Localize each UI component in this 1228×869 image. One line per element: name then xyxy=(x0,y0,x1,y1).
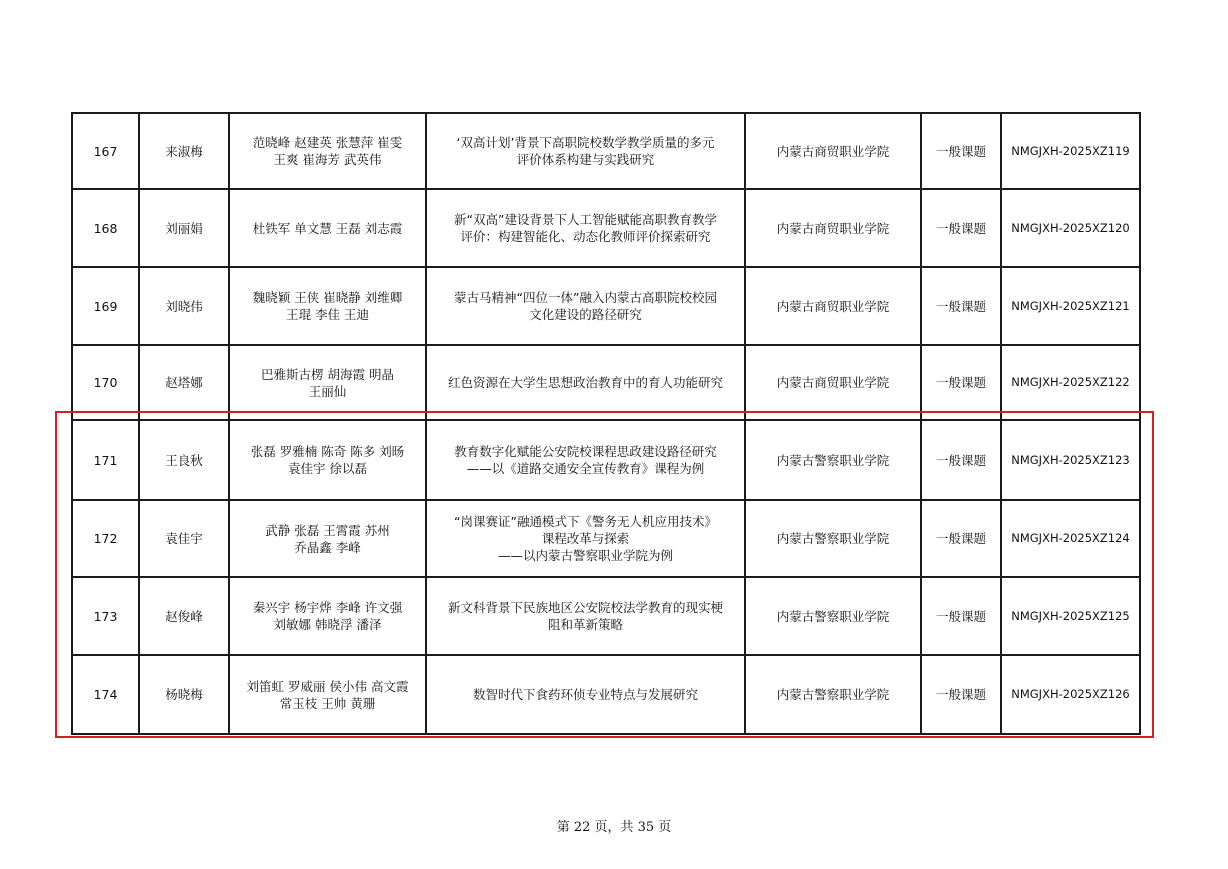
project-title xyxy=(426,500,745,577)
institution: 内蒙古警察职业学院 xyxy=(745,500,921,577)
institution: 内蒙古警察职业学院 xyxy=(745,655,921,734)
institution: 内蒙古警察职业学院 xyxy=(745,577,921,655)
project-leader: 袁佳宇 xyxy=(139,500,229,577)
members-line: 王爽 崔海芳 武英伟 xyxy=(273,152,382,167)
row-number: 168 xyxy=(72,189,139,267)
title-line: 评价：构建智能化、动态化教师评价探索研究 xyxy=(460,229,711,244)
project-title xyxy=(426,345,745,420)
project-leader: 王良秋 xyxy=(139,420,229,500)
project-category: 一般课题 xyxy=(921,420,1001,500)
members-line: 巴雅斯古楞 胡海霞 明晶 xyxy=(261,366,394,382)
project-code: NMGJXH-2025XZ121 xyxy=(1001,267,1140,345)
institution: 内蒙古商贸职业学院 xyxy=(745,345,921,420)
row-number: 167 xyxy=(72,113,139,189)
title-line: ‘双高计划’背景下高职院校数学教学质量的多元 xyxy=(456,135,715,150)
row-number: 173 xyxy=(72,577,139,655)
table-body xyxy=(72,113,1140,734)
project-code: NMGJXH-2025XZ126 xyxy=(1001,655,1140,734)
project-leader: 赵俊峰 xyxy=(139,577,229,655)
project-members xyxy=(229,655,426,734)
project-members xyxy=(229,577,426,655)
project-leader: 刘丽娟 xyxy=(139,189,229,267)
project-title xyxy=(426,577,745,655)
title-line: “岗课赛证”融通模式下《警务无人机应用技术》 xyxy=(454,514,717,529)
project-category: 一般课题 xyxy=(921,189,1001,267)
project-leader: 杨晓梅 xyxy=(139,655,229,734)
members-line: 刘敏娜 韩晓浮 潘泽 xyxy=(273,617,382,632)
row-number: 174 xyxy=(72,655,139,734)
institution: 内蒙古警察职业学院 xyxy=(745,420,921,500)
title-line: 蒙古马精神“四位一体”融入内蒙古高职院校校园 xyxy=(454,290,717,305)
project-title xyxy=(426,655,745,734)
title-line: 课程改革与探索 xyxy=(541,531,630,546)
project-category: 一般课题 xyxy=(921,500,1001,577)
members-line: 乔晶鑫 李峰 xyxy=(294,539,361,555)
project-code: NMGJXH-2025XZ119 xyxy=(1001,113,1140,189)
institution: 内蒙古商贸职业学院 xyxy=(745,267,921,345)
project-table xyxy=(71,112,1141,735)
project-code: NMGJXH-2025XZ123 xyxy=(1001,420,1140,500)
project-members xyxy=(229,267,426,345)
title-line: ——以《道路交通安全宣传教育》课程为例 xyxy=(466,461,705,476)
project-members xyxy=(229,345,426,420)
project-title xyxy=(426,189,745,267)
title-line: 红色资源在大学生思想政治教育中的育人功能研究 xyxy=(447,375,723,390)
table-row xyxy=(72,267,1140,345)
project-code: NMGJXH-2025XZ120 xyxy=(1001,189,1140,267)
page-number: 第 22 页，共 35 页 xyxy=(556,820,672,835)
title-line: 阻和革新策略 xyxy=(547,617,623,632)
row-number: 172 xyxy=(72,500,139,577)
project-category: 一般课题 xyxy=(921,577,1001,655)
row-number: 171 xyxy=(72,420,139,500)
project-category: 一般课题 xyxy=(921,267,1001,345)
project-leader: 赵塔娜 xyxy=(139,345,229,420)
table-row xyxy=(72,577,1140,655)
project-members xyxy=(229,113,426,189)
title-line: 新“双高”建设背景下人工智能赋能高职教育教学 xyxy=(454,212,717,227)
project-title xyxy=(426,267,745,345)
table-row xyxy=(72,189,1140,267)
project-category: 一般课题 xyxy=(921,655,1001,734)
title-line: 教育数字化赋能公安院校课程思政建设路径研究 xyxy=(454,444,717,459)
members-line: 范晓峰 赵建英 张慧萍 崔雯 xyxy=(252,135,403,150)
table-row xyxy=(72,655,1140,734)
members-line: 袁佳宇 徐以磊 xyxy=(288,461,367,476)
title-line: 数智时代下食药环侦专业特点与发展研究 xyxy=(472,687,698,702)
table-row xyxy=(72,113,1140,189)
members-line: 常玉枝 王帅 黄珊 xyxy=(279,695,376,711)
project-members xyxy=(229,420,426,500)
project-code: NMGJXH-2025XZ125 xyxy=(1001,577,1140,655)
project-title xyxy=(426,113,745,189)
members-line: 张磊 罗雅楠 陈奇 陈多 刘旸 xyxy=(250,444,405,459)
members-line: 刘笛虹 罗威丽 侯小伟 高文霞 xyxy=(246,678,409,694)
table-row xyxy=(72,345,1140,420)
members-line: 王琨 李佳 王迪 xyxy=(286,307,369,322)
project-category: 一般课题 xyxy=(921,113,1001,189)
members-line: 杜铁军 单文慧 王磊 刘志霞 xyxy=(252,220,403,236)
members-line: 王丽仙 xyxy=(308,383,347,399)
institution: 内蒙古商贸职业学院 xyxy=(745,113,921,189)
members-line: 武静 张磊 王霄霞 苏州 xyxy=(265,522,390,538)
members-line: 魏晓颖 王侠 崔晓静 刘维卿 xyxy=(252,290,403,305)
project-leader: 来淑梅 xyxy=(139,113,229,189)
table-row xyxy=(72,500,1140,577)
project-code: NMGJXH-2025XZ124 xyxy=(1001,500,1140,577)
project-members xyxy=(229,189,426,267)
project-title xyxy=(426,420,745,500)
table-row xyxy=(72,420,1140,500)
title-line: 新文科背景下民族地区公安院校法学教育的现实梗 xyxy=(447,600,723,615)
project-leader: 刘晓伟 xyxy=(139,267,229,345)
members-line: 秦兴宇 杨宇烨 李峰 许文强 xyxy=(252,600,403,615)
institution: 内蒙古商贸职业学院 xyxy=(745,189,921,267)
row-number: 170 xyxy=(72,345,139,420)
project-members xyxy=(229,500,426,577)
project-code: NMGJXH-2025XZ122 xyxy=(1001,345,1140,420)
title-line: 文化建设的路径研究 xyxy=(529,307,642,322)
title-line: 评价体系构建与实践研究 xyxy=(516,152,655,167)
row-number: 169 xyxy=(72,267,139,345)
project-category: 一般课题 xyxy=(921,345,1001,420)
title-line: ——以内蒙古警察职业学院为例 xyxy=(497,548,673,563)
